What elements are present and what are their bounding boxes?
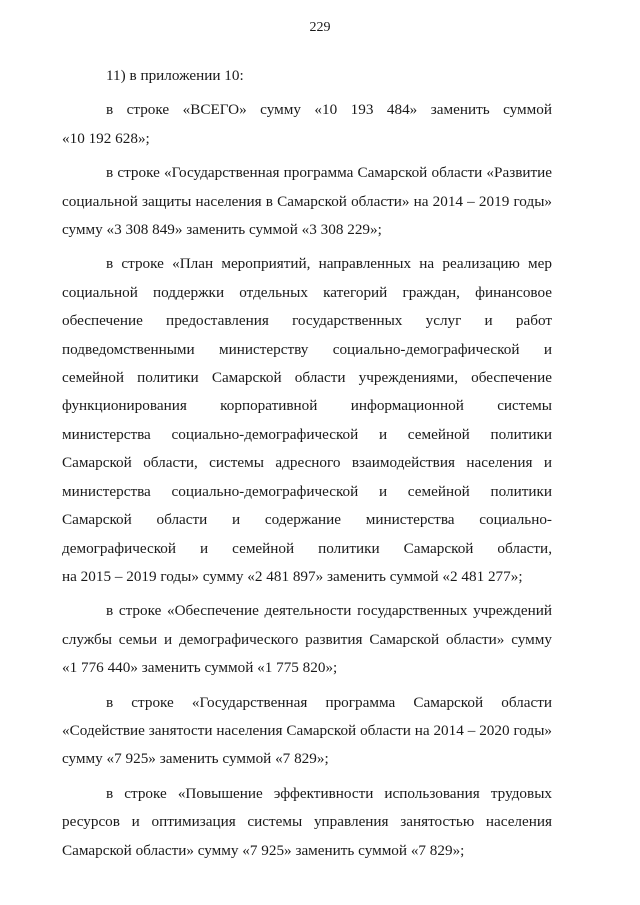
text-line: министерства социально-демографической и семейной политики [62,425,552,443]
paragraph-labor-resources [62,780,552,865]
paragraph-employment-program [62,689,552,774]
text-line: подведомственными министерству социально-демографической и [62,340,552,358]
paragraph-appendix-heading [62,62,552,90]
paragraph-total-row [62,96,552,153]
paragraph-action-plan [62,250,552,591]
text-line: Самарской области и содержание министерства социально- [62,511,552,529]
page-number: 229 [309,20,331,35]
text-line: на 2015 – 2019 годы» сумму «2 481 897» заменить суммой «2 481 277»; [62,567,523,585]
text-line: в строке «Государственная программа Самарской области [106,693,552,711]
text-line: «10 192 628»; [62,129,150,147]
document-body [62,62,552,871]
paragraph-family-services [62,597,552,682]
text-line: демографической и семейной политики Самарской области, [62,539,552,557]
text-line: службы семьи и демографического развития Самарской области» сумму [62,630,552,648]
text-line: в строке «Обеспечение деятельности государственных учреждений [106,602,552,620]
text-line: ресурсов и оптимизация системы управления занятостью населения [62,813,552,831]
text-line: 11) в приложении 10: [106,67,244,84]
text-line: «Содействие занятости населения Самарской области на 2014 – 2020 годы» [62,721,552,739]
text-line: министерства социально-демографической и семейной политики [62,482,552,500]
text-line: социальной защиты населения в Самарской области» на 2014 – 2019 годы» [62,192,552,210]
text-line: «1 776 440» заменить суммой «1 775 820»; [62,659,338,677]
paragraph-social-protection-program [62,159,552,244]
text-line: в строке «Государственная программа Самарской области «Развитие [106,164,552,182]
text-line: в строке «Повышение эффективности использования трудовых [106,784,552,802]
text-line: в строке «План мероприятий, направленных на реализацию мер [106,255,552,273]
text-line: функционирования корпоративной информационной системы [62,397,552,415]
text-line: Самарской области, системы адресного взаимодействия населения и [62,454,552,472]
text-line: семейной политики Самарской области учреждениями, обеспечение [62,369,552,387]
text-line: в строке «ВСЕГО» сумму «10 193 484» заменить суммой [106,101,552,119]
text-line: социальной поддержки отдельных категорий граждан, финансовое [62,283,552,301]
text-line: сумму «7 925» заменить суммой «7 829»; [62,750,329,768]
text-line: сумму «3 308 849» заменить суммой «3 308 229»; [62,221,382,239]
text-line: обеспечение предоставления государственных услуг и работ [62,312,552,330]
text-line: Самарской области» сумму «7 925» заменить суммой «7 829»; [62,841,465,859]
